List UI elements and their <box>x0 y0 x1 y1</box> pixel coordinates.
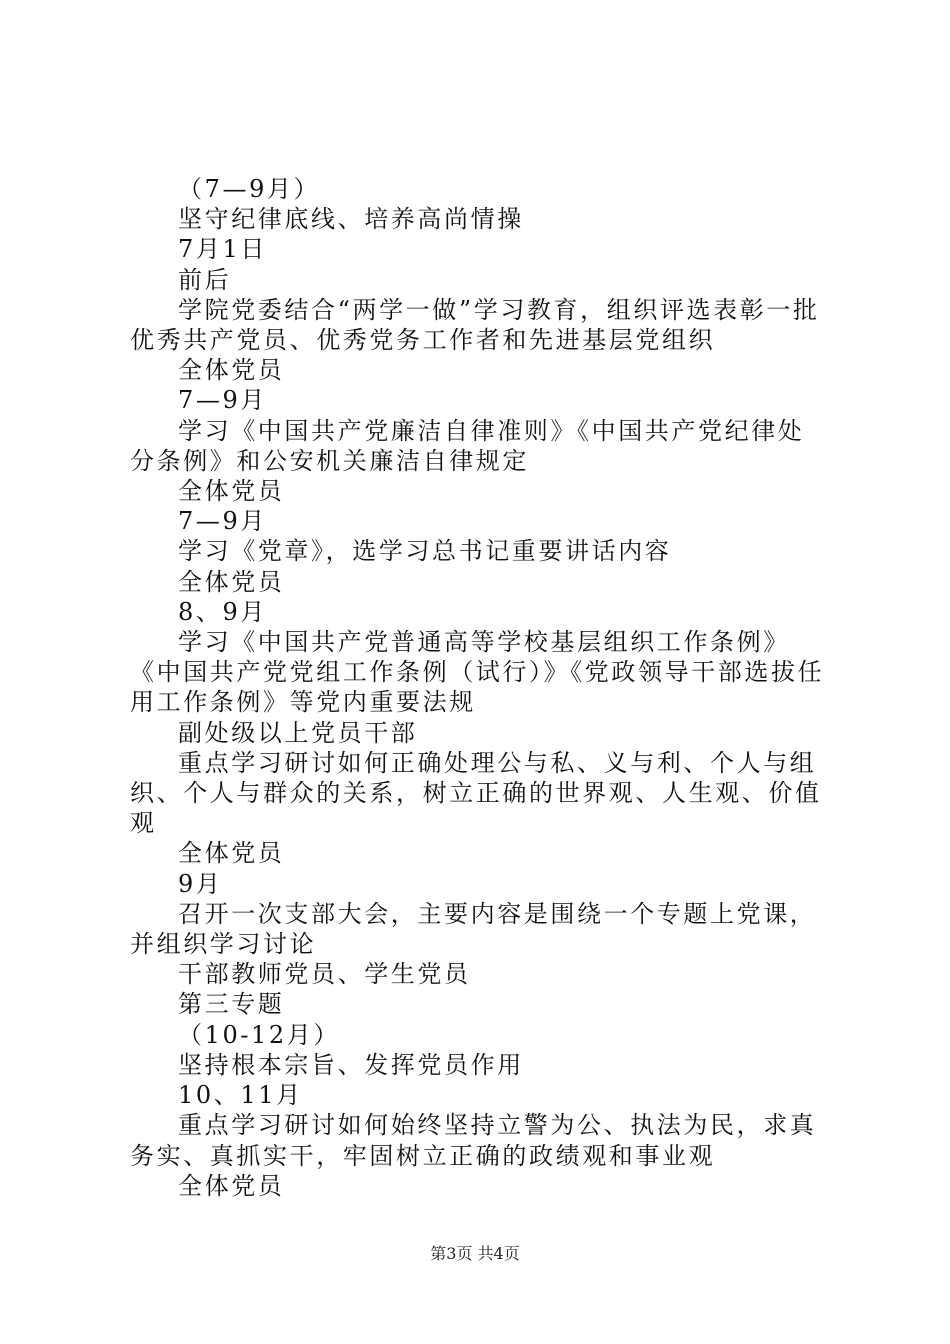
paragraph: （10-12月） <box>178 1020 340 1049</box>
paragraph: 召开一次支部大会，主要内容是围绕一个专题上党课，并组织学习讨论 <box>130 899 817 959</box>
paragraph: 全体党员 <box>178 1171 285 1200</box>
paragraph: 坚守纪律底线、培养高尚情操 <box>178 205 524 234</box>
paragraph: 副处级以上党员干部 <box>178 718 418 747</box>
paragraph: 坚持根本宗旨、发挥党员作用 <box>178 1050 524 1079</box>
paragraph: 全体党员 <box>178 839 285 868</box>
paragraph: 学院党委结合“两学一做”学习教育，组织评选表彰一批优秀共产党员、优秀党务工作者和先进基层党组织 <box>130 295 820 355</box>
paragraph: 全体党员 <box>178 567 285 596</box>
paragraph: 7—9月 <box>178 386 267 415</box>
paragraph: 9月 <box>178 869 223 898</box>
paragraph: 10、11月 <box>178 1081 303 1110</box>
page-number-footer: 第3页 共4页 <box>430 1244 520 1263</box>
paragraph: 重点学习研讨如何正确处理公与私、义与利、个人与组织、个人与群众的关系，树立正确的世界观、人生观、价值观 <box>130 748 822 838</box>
paragraph: 学习《党章》，选学习总书记重要讲话内容 <box>178 537 672 566</box>
paragraph: 全体党员 <box>178 356 285 385</box>
paragraph: 重点学习研讨如何始终坚持立警为公、执法为民，求真务实、真抓实干，牢固树立正确的政绩观和事业观 <box>130 1111 817 1170</box>
section-heading: 第三专题 <box>178 990 285 1019</box>
document-body <box>130 174 830 1201</box>
paragraph: 学习《中国共产党普通高等学校基层组织工作条例》《中国共产党党组工作条例（试行）》《党政领导干部选拔任用工作条例》等党内重要法规 <box>130 628 825 717</box>
paragraph: 8、9月 <box>178 597 267 626</box>
paragraph: 7月1日 <box>178 235 267 264</box>
paragraph: 干部教师党员、学生党员 <box>178 960 471 989</box>
paragraph: 前后 <box>178 265 232 294</box>
paragraph: 学习《中国共产党廉洁自律准则》《中国共产党纪律处分条例》和公安机关廉洁自律规定 <box>130 416 805 475</box>
paragraph: 全体党员 <box>178 477 285 506</box>
paragraph: 7—9月 <box>178 507 267 536</box>
paragraph: （7—9月） <box>178 175 321 203</box>
